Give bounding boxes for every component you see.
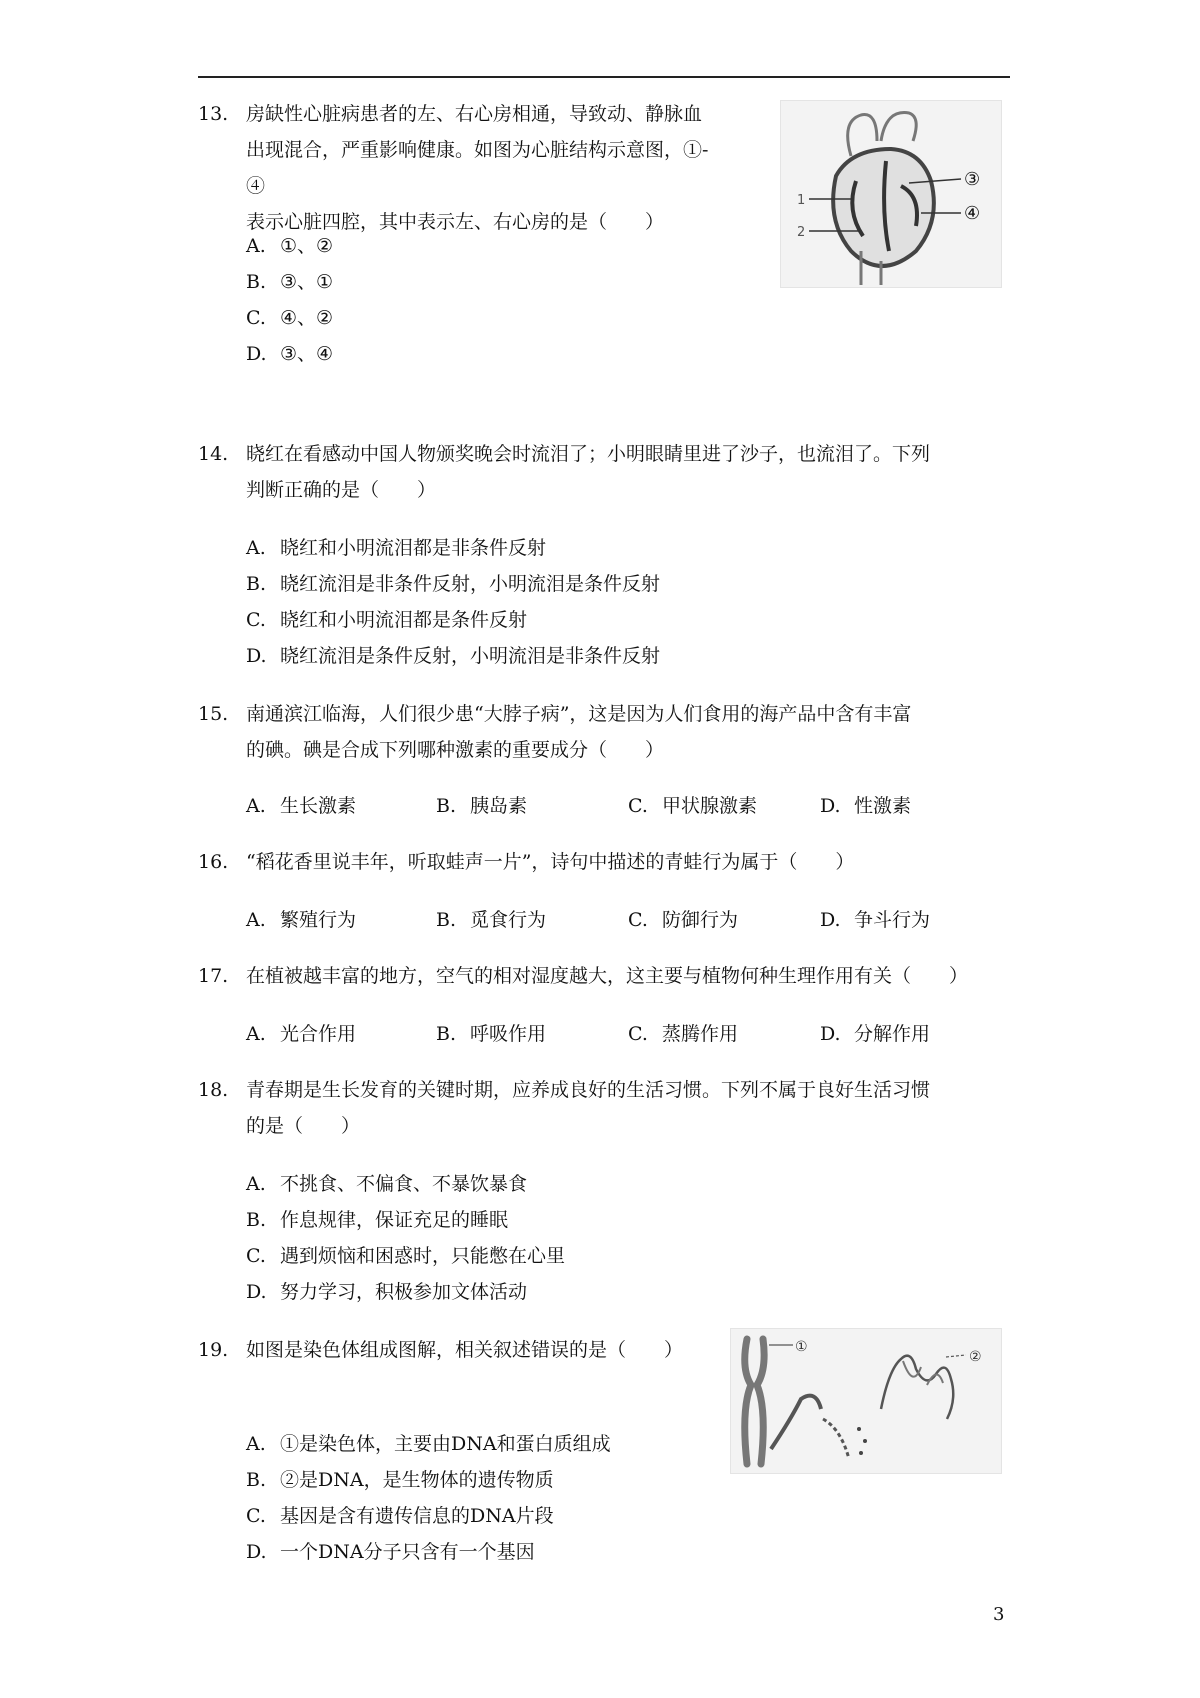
question-text <box>246 1072 1010 1144</box>
option-d: D. 努力学习，积极参加文体活动 <box>246 1281 528 1303</box>
question-text <box>246 696 1010 768</box>
question-line: 青春期是生长发育的关键时期，应养成良好的生活习惯。下列不属于良好生活习惯 <box>246 1079 931 1101</box>
question-13 <box>198 96 718 240</box>
option-a: A. 光合作用 <box>246 1023 357 1045</box>
option-a: A. 生长激素 <box>246 795 357 817</box>
option-b: B. 呼吸作用 <box>436 1023 547 1045</box>
label-1: 1 <box>797 193 806 208</box>
option-d: D. 晓红流泪是条件反射，小明流泪是非条件反射 <box>246 645 661 667</box>
question-14 <box>198 436 1010 508</box>
question-line: 南通滨江临海，人们很少患“大脖子病”，这是因为人们食用的海产品中含有丰富 <box>246 703 912 725</box>
question-text <box>246 436 1010 508</box>
question-number: 14. <box>198 443 229 465</box>
options-14 <box>246 530 660 674</box>
option-a: A. 不挑食、不偏食、不暴饮暴食 <box>246 1173 528 1195</box>
option-b: B. 觅食行为 <box>436 909 547 931</box>
label-chromosome: ① <box>795 1339 808 1355</box>
option-b: B. ③、① <box>246 271 334 293</box>
option-c: C. 甲状腺激素 <box>628 795 758 817</box>
option-c: C. ④、② <box>246 307 334 329</box>
option-b: B. 作息规律，保证充足的睡眠 <box>246 1209 509 1231</box>
question-line: 表示心脏四腔，其中表示左、右心房的是（ ） <box>246 211 665 233</box>
header-rule <box>198 76 1010 78</box>
question-line: 房缺性心脏病患者的左、右心房相通，导致动、静脉血 <box>246 103 703 125</box>
option-a: A. ①是染色体，主要由DNA和蛋白质组成 <box>246 1433 611 1455</box>
option-c: C. 防御行为 <box>628 909 739 931</box>
heart-illustration <box>781 101 1001 287</box>
question-number: 13. <box>198 103 229 125</box>
question-line: 在植被越丰富的地方，空气的相对湿度越大，这主要与植物何种生理作用有关（ ） <box>246 965 969 987</box>
option-d: D. 一个DNA分子只含有一个基因 <box>246 1541 535 1563</box>
question-18 <box>198 1072 1010 1144</box>
question-line: 的是（ ） <box>246 1115 361 1137</box>
option-a: A. ①、② <box>246 235 334 257</box>
option-b: B. ②是DNA，是生物体的遗传物质 <box>246 1469 554 1491</box>
page-number: 3 <box>993 1604 1005 1625</box>
question-text <box>246 844 1010 880</box>
option-c: C. 基因是含有遗传信息的DNA片段 <box>246 1505 554 1527</box>
question-16 <box>198 844 1010 880</box>
question-number: 15. <box>198 703 229 725</box>
options-13 <box>246 228 333 372</box>
heart-diagram <box>780 100 1002 288</box>
question-number: 19. <box>198 1339 229 1361</box>
option-b: B. 胰岛素 <box>436 795 528 817</box>
chromosome-illustration <box>731 1329 1001 1473</box>
question-line: 如图是染色体组成图解，相关叙述错误的是（ ） <box>246 1339 684 1361</box>
options-19 <box>246 1426 611 1570</box>
option-d: D. 性激素 <box>820 795 912 817</box>
option-c: C. 蒸腾作用 <box>628 1023 739 1045</box>
options-18 <box>246 1166 565 1310</box>
option-c: C. 遇到烦恼和困惑时，只能憋在心里 <box>246 1245 566 1267</box>
question-15 <box>198 696 1010 768</box>
question-line: 出现混合，严重影响健康。如图为心脏结构示意图，①-④ <box>246 139 709 197</box>
question-line: 的碘。碘是合成下列哪种激素的重要成分（ ） <box>246 739 665 761</box>
option-a: A. 繁殖行为 <box>246 909 357 931</box>
option-a: A. 晓红和小明流泪都是非条件反射 <box>246 537 547 559</box>
option-d: D. 争斗行为 <box>820 909 931 931</box>
question-line: 判断正确的是（ ） <box>246 479 437 501</box>
question-number: 18. <box>198 1079 229 1101</box>
option-d: D. 分解作用 <box>820 1023 931 1045</box>
question-text <box>246 96 718 240</box>
question-line: 晓红在看感动中国人物颁奖晚会时流泪了；小明眼睛里进了沙子，也流泪了。下列 <box>246 443 931 465</box>
question-text <box>246 958 1010 994</box>
question-number: 16. <box>198 851 229 873</box>
label-2: 2 <box>797 225 806 240</box>
question-17 <box>198 958 1010 994</box>
option-b: B. 晓红流泪是非条件反射，小明流泪是条件反射 <box>246 573 661 595</box>
option-c: C. 晓红和小明流泪都是条件反射 <box>246 609 528 631</box>
question-number: 17. <box>198 965 229 987</box>
label-4: ④ <box>964 203 981 224</box>
chromosome-diagram <box>730 1328 1002 1474</box>
label-dna: ② <box>969 1349 982 1365</box>
question-line: “稻花香里说丰年，听取蛙声一片”，诗句中描述的青蛙行为属于（ ） <box>246 851 855 873</box>
label-3: ③ <box>964 169 981 190</box>
option-d: D. ③、④ <box>246 343 334 365</box>
